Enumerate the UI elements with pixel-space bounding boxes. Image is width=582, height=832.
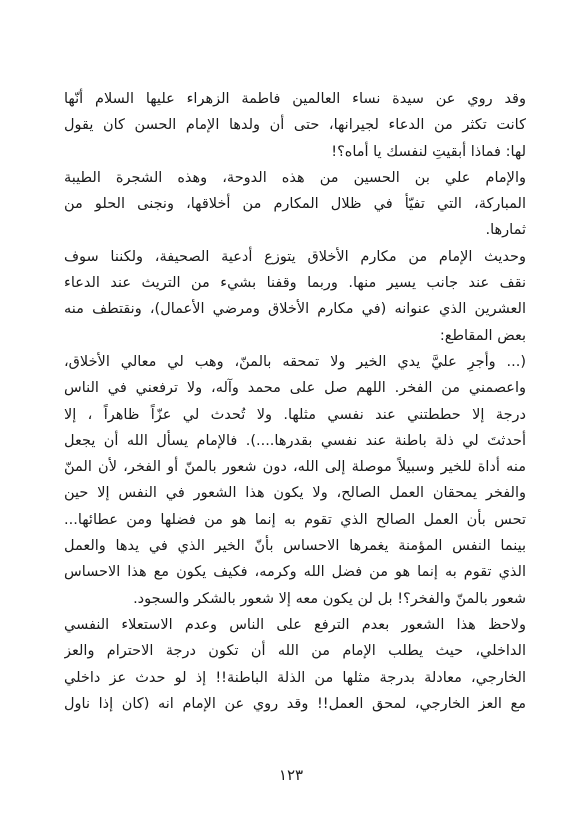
text-line: أحدثتَ لي ذلة باطنة عند نفسي بقدرها....). فالإمام يسأل الله أن يجعل: [64, 432, 526, 449]
text-line: الذي تقوم به إنما هو من فضل الله وكرمه، فكيف يكون مع هذا الاحساس: [64, 564, 526, 581]
text-line: ثمارها.: [485, 222, 526, 239]
text-line: ولاحظ هذا الشعور بعدم الترفع على الناس وعدم الاستعلاء النفسي: [64, 616, 526, 633]
text-line: لها: فماذا أبقيتِ لنفسك يا أماه؟!: [331, 143, 526, 160]
text-line: شعور بالمنّ والفخر؟! بل لن يكون معه إلا شعور بالشكر والسجود.: [133, 590, 526, 607]
text-line: والفخر يمحقان العمل الصالح، ولا يكون هذا الشعور في النفس إلا حين: [64, 485, 526, 502]
text-line: وقد روي عن سيدة نساء العالمين فاطمة الزهراء عليها السلام أنّها: [64, 91, 526, 107]
text-line: المباركة، التي تفيّأ في ظلال المكارم من أخلاقها، ونجنى الحلو من: [64, 196, 526, 213]
text-line: تحس بأن العمل الصالح الذي تقوم به إنما هو من فضلها ومن عطائها...: [64, 511, 526, 528]
body-text: [64, 86, 526, 717]
page-number: ١٢٣: [278, 766, 304, 784]
text-line: نقف عند جانب يسير منها. وربما وقفنا بشيء من التريث عند الدعاء: [64, 275, 526, 292]
text-line: بعض المقاطع:: [439, 327, 526, 344]
text-line: العشرين الذي عنوانه (في مكارم الأخلاق ومرضي الأعمال)، ونقتطف منه: [64, 301, 526, 318]
text-line: بينما النفس المؤمنة يغمرها الاحساس بأنّ الخير الذي في يدها والعمل: [64, 538, 526, 555]
text-line: والإمام علي بن الحسين من هذه الدوحة، وهذه الشجرة الطيبة: [64, 169, 526, 186]
text-line: منه أداة للخير وسبيلاً موصلة إلى الله، دون شعور بالمنّ أو الفخر، لأن المنّ: [64, 459, 526, 476]
text-line: كانت تكثر من الدعاء لجيرانها، حتى أن ولدها الإمام الحسن كان يقول: [64, 117, 526, 134]
text-line: الداخلي، حيث يطلب الإمام من الله أن تكون درجة الاحترام والعز: [64, 643, 526, 660]
text-line: مع العز الخارجي، لمحق العمل!! وقد روي عن الإمام انه (كان إذا ناول: [64, 695, 526, 712]
text-line: الخارجي، معادلة بدرجة مثلها من الذلة الباطنة!! إذ لو حدث عز داخلي: [64, 669, 526, 686]
text-line: واعصمني من الفخر. اللهم صل على محمد وآله، ولا ترفعني في الناس: [64, 380, 526, 397]
text-line: وحديث الإمام من مكارم الأخلاق يتوزع أدعية الصحيفة، ولكننا سوف: [64, 248, 526, 265]
text-line: (... وأجرِ عليَّ يدي الخير ولا تمحقه بالمنّ، وهب لي معالي الأخلاق،: [64, 353, 526, 370]
text-line: درجة إلا حططتني عند نفسي مثلها. ولا تُحدث لي عزّاً ظاهراً ، إلا: [64, 406, 526, 423]
